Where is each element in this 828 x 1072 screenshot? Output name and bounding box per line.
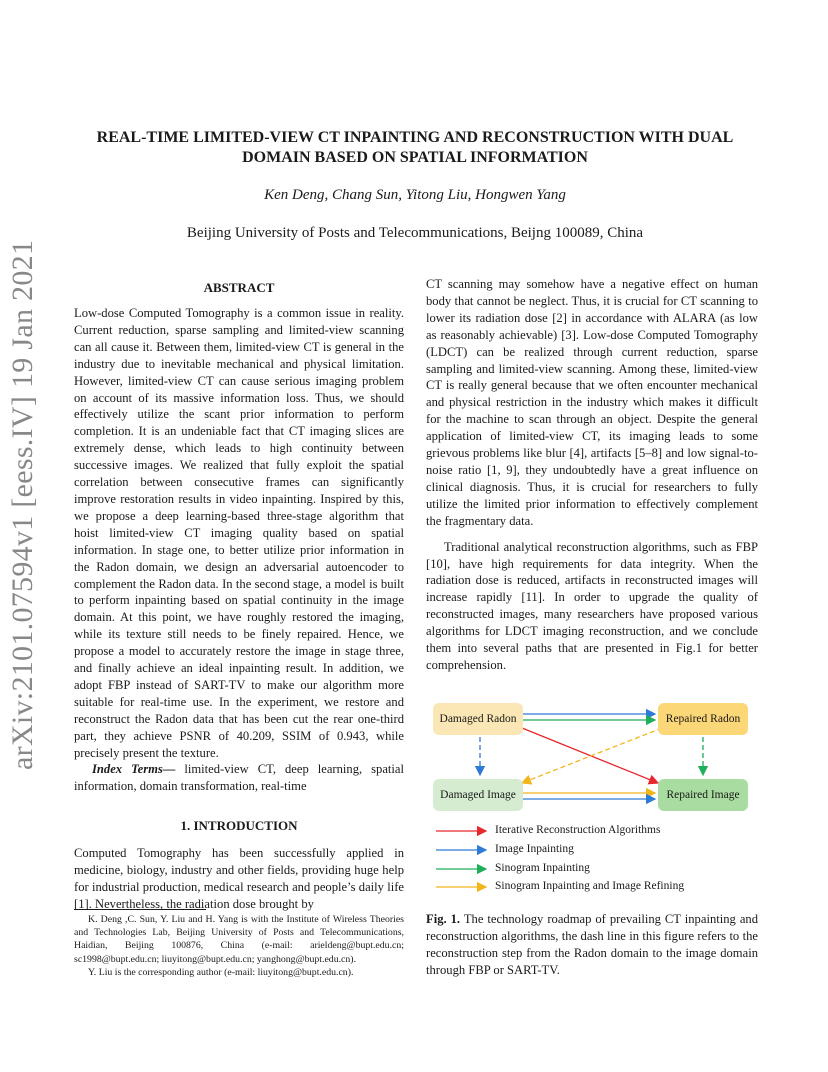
authors: Ken Deng, Chang Sun, Yitong Liu, Hongwen Yang (264, 187, 566, 203)
legend-label-iterative: Iterative Reconstruction Algorithms (495, 824, 661, 836)
legend-label-sinogram-inpainting: Sinogram Inpainting (495, 862, 590, 874)
intro-paragraph: Computed Tomography has been successfully applied in medicine, biology, industry and other fields, providing huge help for industrial production, medical research and people’s daily life [1]. Nevertheless, the radiation dose brought by (74, 846, 404, 911)
index-terms (74, 761, 404, 795)
node-damaged-image: Damaged Image (433, 779, 523, 811)
footnotes (74, 913, 404, 979)
index-terms-text: limited-view CT, deep learning, spatial information, domain transformation, real-time (74, 762, 404, 794)
right-paragraph-2: Traditional analytical reconstruction algorithms, such as FBP [10], have high requirements for data integrity. When the radiation dose is reduced, artifacts in reconstructed images will increase rapidly [11]. In order to upgrade the quality of reconstructed images, many researchers have proposed various algorithms for LDCT imaging reconstruction, and we conclude them into several paths that are presented in Fig.1 for better comprehension. (426, 539, 758, 672)
node-repaired-radon: Repaired Radon (658, 703, 748, 735)
node-damaged-radon: Damaged Radon (433, 703, 523, 735)
caption-text: The technology roadmap of prevailing CT inpainting and reconstruction algorithms, the dash line in this figure refers to the reconstruction step from the Radon domain to the image domain through FBP or SART-TV. (426, 912, 758, 977)
caption-label: Fig. 1. (426, 912, 461, 926)
abstract-heading: ABSTRACT (203, 280, 275, 295)
abstract-text: Low-dose Computed Tomography is a common issue in reality. Current reduction, sparse sampling and limited-view scanning can all cause it. Between them, limited-view CT is general in the industry due to inevitable mechanical and physical limitation. However, limited-view CT can cause serious imaging problem on account of its massive information loss. Thus, we should effectively utilize the scant prior information to perform completion. It is an undeniable fact that CT imaging slices are extremely dense, which leads to high continuity between successive images. We realized that fully exploit the spatial correlation between consecutive frames can significantly improve restoration results in video inpainting. Inspired by this, we propose a deep learning-based three-stage algorithm that hoist limited-view CT imaging quality based on spatial information. In stage one, to better utilize prior information in the Radon domain, we design an adversarial autoencoder to complement the Radon data. In the second stage, a model is built to perform inpainting based on spatial continuity in the image domain. At this point, we have roughly restored the imaging, while its texture still needs to be finely repaired. Hence, we propose a model to accurately restore the image in stage three, and finally achieve an ideal inpainting result. In addition, we adopt FBP instead of SART-TV to make our algorithm more suitable for real-time use. In the experiment, we restore and reconstruct the Radon data that has been cut the rear one-third part, they achieve PSNR of 40.209, SSIM of 0.943, while precisely present the texture. (74, 306, 404, 760)
legend-label-image-inpainting: Image Inpainting (495, 843, 574, 855)
node-repaired-image: Repaired Image (658, 779, 748, 811)
figure-caption (426, 911, 758, 979)
affiliation: Beijing University of Posts and Telecommunications, Beijng 100089, China (186, 225, 644, 241)
paper-title (60, 128, 770, 168)
right-column (426, 276, 758, 674)
footnote-1: K. Deng ,C. Sun, Y. Liu and H. Yang is with the Institute of Wireless Theories and Technologies Lab, Beijing University of Posts and Telecommunications, Haidian, Beijing 100876, China (e-mail: arieldeng@bupt.edu.cn; sc1998@bupt.edu.cn; liuyitong@bupt.edu.cn; yanghong@bupt.edu.cn). (74, 914, 404, 965)
left-column (74, 280, 404, 913)
index-terms-label: Index Terms— (92, 762, 176, 777)
arxiv-stamp: arXiv:2101.07594v1 [eess.IV] 19 Jan 2021 (6, 239, 39, 770)
legend-label-sinogram-refining: Sinogram Inpainting and Image Refining (495, 880, 685, 892)
footnote-2: Y. Liu is the corresponding author (e-mail: liuyitong@bupt.edu.cn). (88, 966, 354, 978)
title-line-2: DOMAIN BASED ON SPATIAL INFORMATION (242, 149, 588, 166)
title-line-1: REAL-TIME LIMITED-VIEW CT INPAINTING AND RECONSTRUCTION WITH DUAL (96, 129, 734, 146)
right-paragraph-1: CT scanning may somehow have a negative effect on human body that cannot be neglect. Thus, it is crucial for CT scanning to lower its radiation dose [2] in accordance with ALARA (as low as reasonably achievable) [3]. Low-dose Computed Tomography (LDCT) can be realized through current reduction, sparse sampling and limited-view scanning. Among these, limited-view CT is really general because that we often encounter mechanical and physical restriction in the industry which makes it difficult for the machine to scan through an object. Despite the general application of limited-view CT, its imaging leads to some grievous problems like blur [4], artifacts [5–8] and low signal-to-noise ratio [1, 9], they undoubtedly have a great influence on clinical diagnosis. Thus, it is crucial for researchers to fully utilize the limited prior information to effectively complement the fragmentary data. (426, 277, 758, 528)
figure-1 (430, 695, 760, 900)
footnote-rule (74, 909, 206, 910)
intro-heading: 1. INTRODUCTION (180, 818, 298, 834)
